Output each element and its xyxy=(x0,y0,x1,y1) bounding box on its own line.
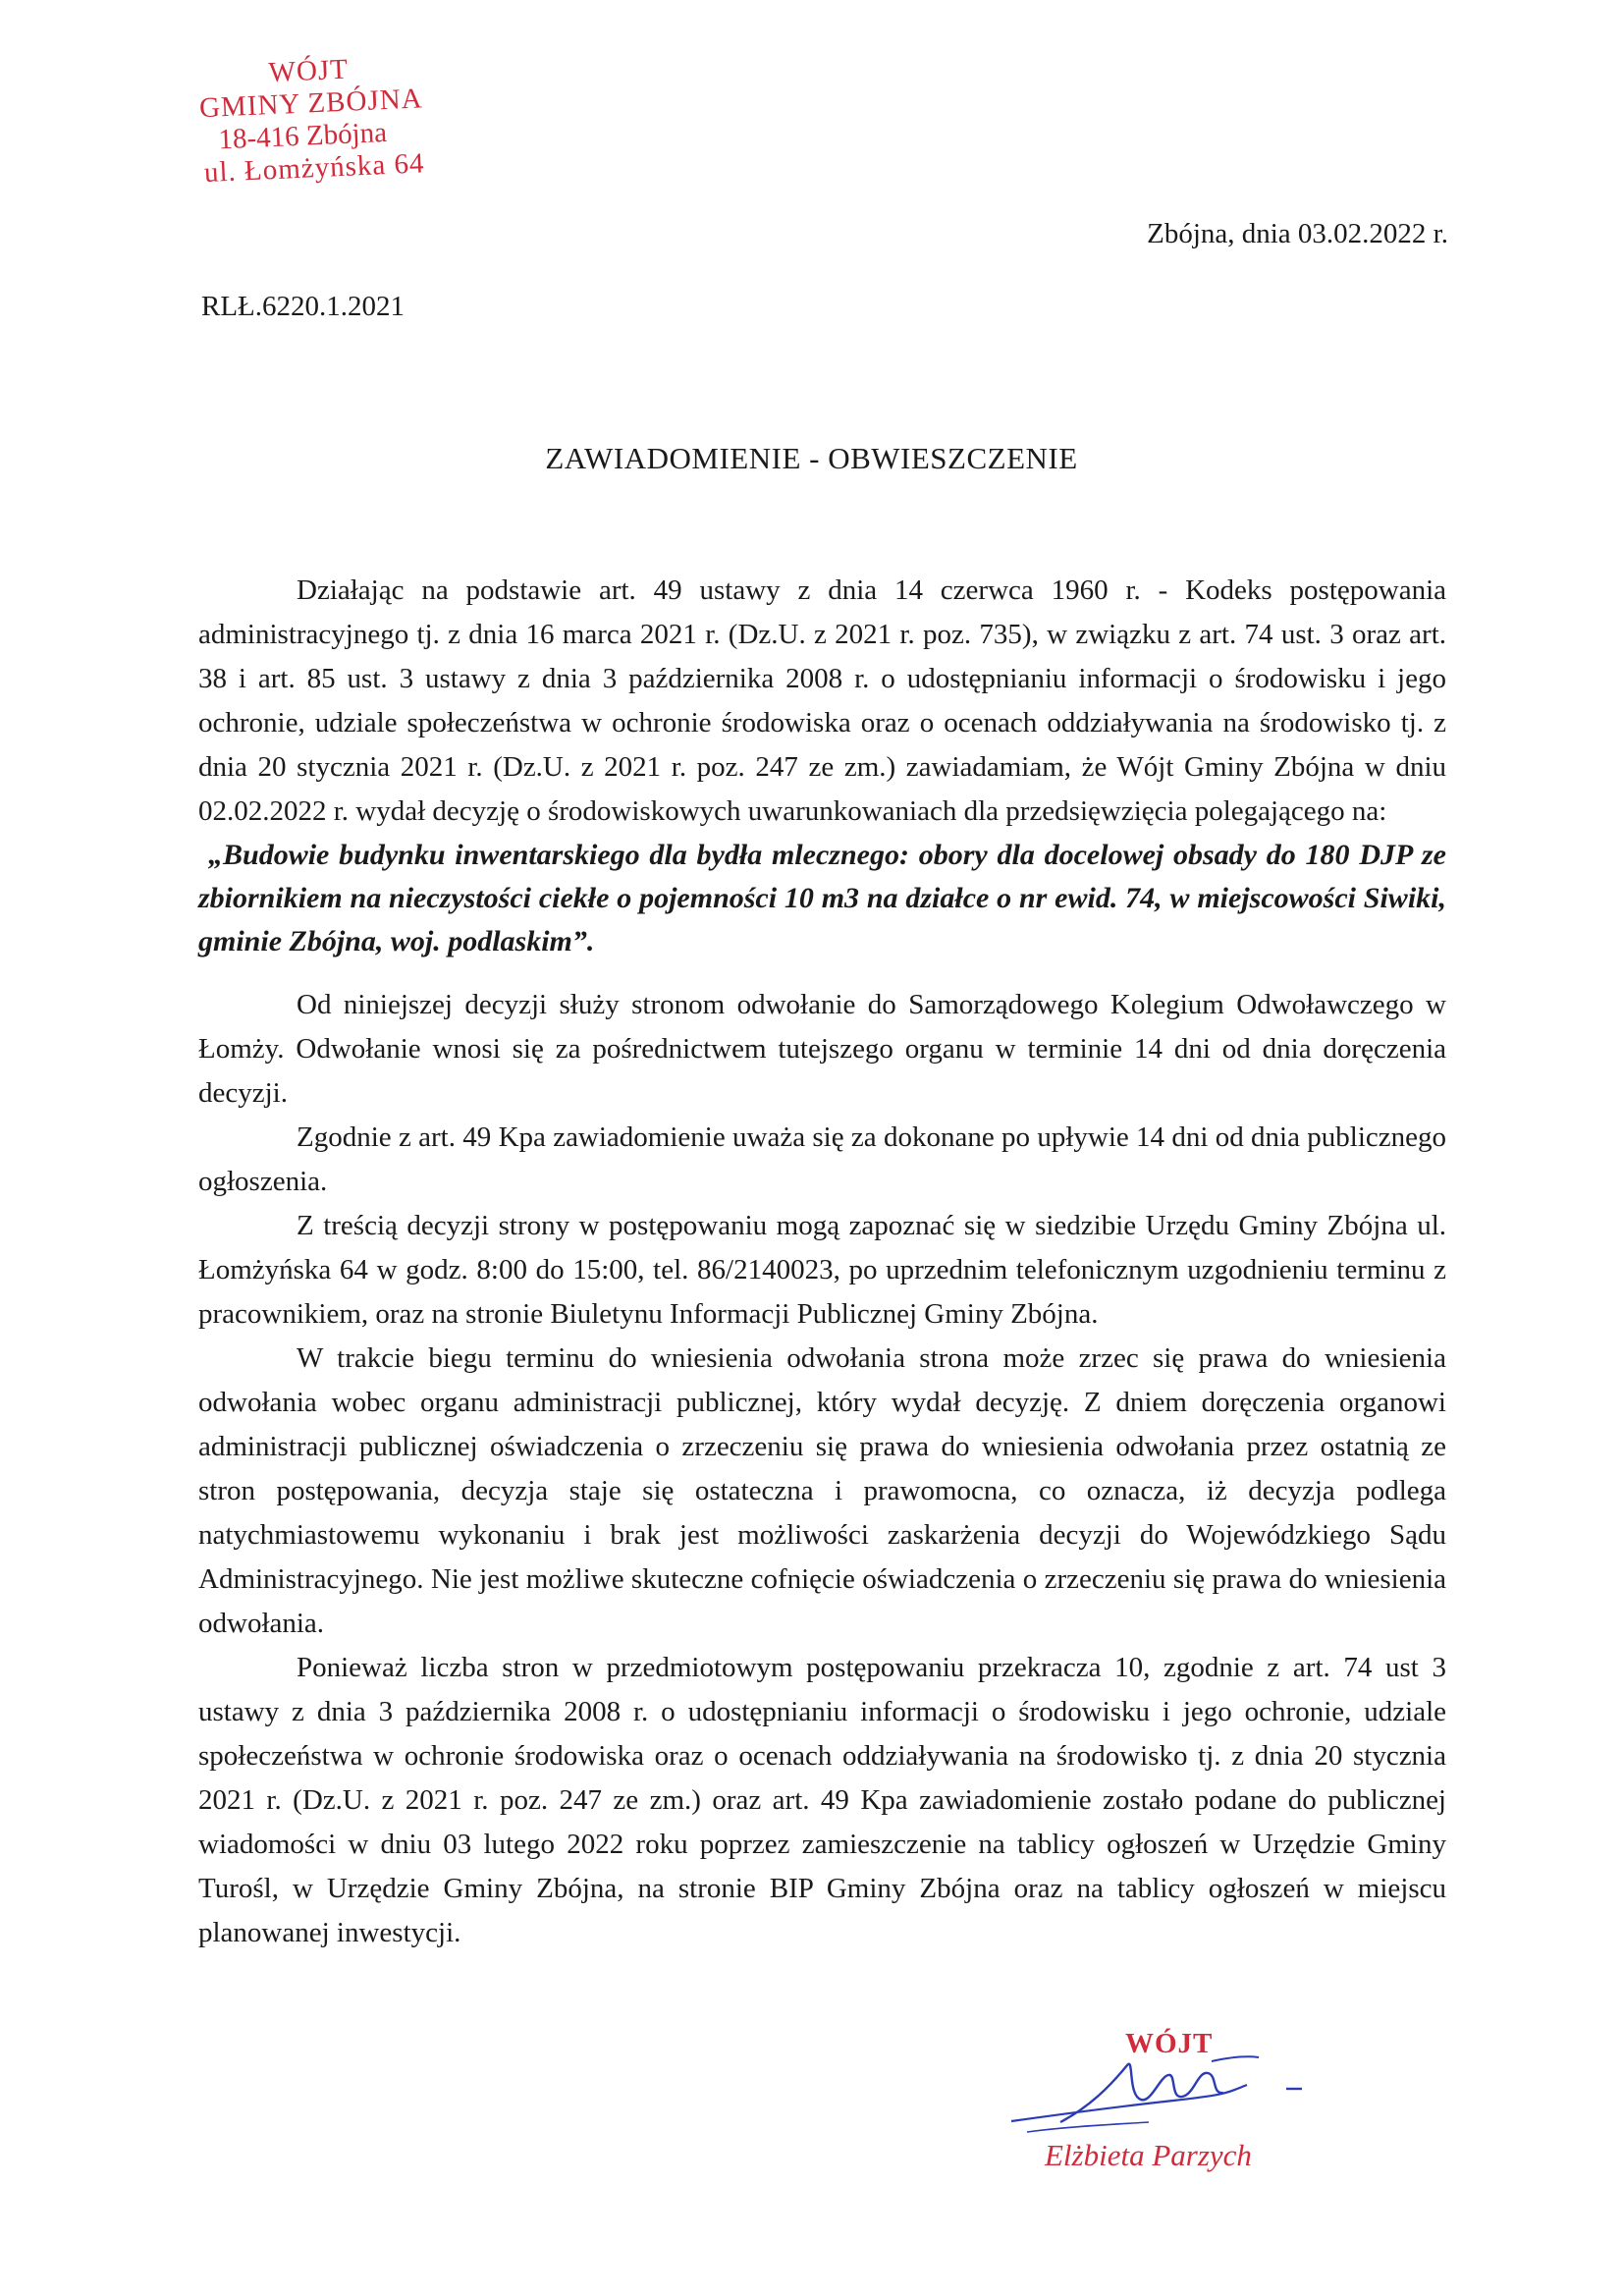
reference-number: RLŁ.6220.1.2021 xyxy=(201,291,406,322)
signature-block xyxy=(1001,2028,1345,2185)
project-subject: „Budowie budynku inwentarskiego dla bydła mlecznego: obory dla docelowej obsady do 180 DJP ze zbiornikiem na nieczystości ciekłe o pojemności 10 m3 na działce o nr ewid. 74, w miejscowości Siwiki, gminie Zbójna, woj. podlaskim”. xyxy=(198,839,1446,957)
signature-title: WÓJT xyxy=(1125,2028,1214,2059)
office-stamp xyxy=(182,49,461,191)
document-date: Zbójna, dnia 03.02.2022 r. xyxy=(1147,218,1448,249)
publication-paragraph: Ponieważ liczba stron w przedmiotowym postępowaniu przekracza 10, zgodnie z art. 74 ust 3 ustawy z dnia 3 października 2008 r. o udostępnianiu informacji o środowisku i jego ochronie, udziale społeczeństwa w ochronie środowiska oraz o ocenach oddziaływania na środowisko tj. z dnia 20 stycznia 2021 r. (Dz.U. z 2021 r. poz. 247 ze zm.) oraz art. 49 Kpa zawiadomienie zostało podane do publicznej wiadomości w dniu 03 lutego 2022 roku poprzez zamieszczenie na tablicy ogłoszeń w Urzędzie Gminy Turośl, w Urzędzie Gminy Zbójna, na stronie BIP Gminy Zbójna oraz na tablicy ogłoszeń w miejscu planowanej inwestycji. xyxy=(198,1652,1446,1948)
stamp-line-postcode: 18-416 Zbójna xyxy=(217,116,388,156)
document-body xyxy=(198,569,1446,1955)
intro-paragraph: Działając na podstawie art. 49 ustawy z dnia 14 czerwca 1960 r. - Kodeks postępowania administracyjnego tj. z dnia 16 marca 2021 r. (Dz.U. z 2021 r. poz. 735), w związku z art. 74 ust. 3 oraz art. 38 i art. 85 ust. 3 ustawy z dnia 3 października 2008 r. o udostępnianiu informacji o środowisku i jego ochronie, udziale społeczeństwa w ochronie środowiska oraz o ocenach oddziaływania na środowisko tj. z dnia 20 stycznia 2021 r. (Dz.U. z 2021 r. poz. 247 ze zm.) zawiadamiam, że Wójt Gminy Zbójna w dniu 02.02.2022 r. wydał decyzję o środowiskowych uwarunkowaniach dla przedsięwzięcia polegającego na: xyxy=(198,574,1446,827)
notice-effective-paragraph: Zgodnie z art. 49 Kpa zawiadomienie uważa się za dokonane po upływie 14 dni od dnia publicznego ogłoszenia. xyxy=(198,1121,1446,1197)
stamp-line-office: GMINY ZBÓJNA xyxy=(198,82,424,125)
appeal-paragraph: Od niniejszej decyzji służy stronom odwołanie do Samorządowego Kolegium Odwoławczego w Łomży. Odwołanie wnosi się za pośrednictwem tutejszego organu w terminie 14 dni od dnia doręczenia decyzji. xyxy=(198,989,1446,1109)
stamp-line-street: ul. Łomżyńska 64 xyxy=(203,147,426,190)
document-title: ZAWIADOMIENIE - OBWIESZCZENIE xyxy=(545,441,1078,475)
stamp-line-title: WÓJT xyxy=(267,53,350,89)
waiver-paragraph: W trakcie biegu terminu do wniesienia odwołania strona może zrzec się prawa do wniesienia odwołania wobec organu administracji publicznej, który wydał decyzję. Z dniem doręczenia organowi administracji publicznej oświadczenia o zrzeczeniu się prawa do wniesienia odwołania przez ostatnią ze stron postępowania, decyzja staje się ostateczna i prawomocna, co oznacza, iż decyzja podlega natychmiastowemu wykonaniu i brak jest możliwości zaskarżenia decyzji do Wojewódzkiego Sądu Administracyjnego. Nie jest możliwe skuteczne cofnięcie oświadczenia o zrzeczeniu się prawa do wniesienia odwołania. xyxy=(198,1342,1446,1639)
decision-access-paragraph: Z treścią decyzji strony w postępowaniu mogą zapoznać się w siedzibie Urzędu Gminy Zbójna ul. Łomżyńska 64 w godz. 8:00 do 15:00, tel. 86/2140023, po uprzednim telefonicznym uzgodnieniu terminu z pracownikiem, oraz na stronie Biuletynu Informacji Publicznej Gminy Zbójna. xyxy=(198,1210,1446,1330)
signatory-name: Elżbieta Parzych xyxy=(1045,2138,1252,2172)
